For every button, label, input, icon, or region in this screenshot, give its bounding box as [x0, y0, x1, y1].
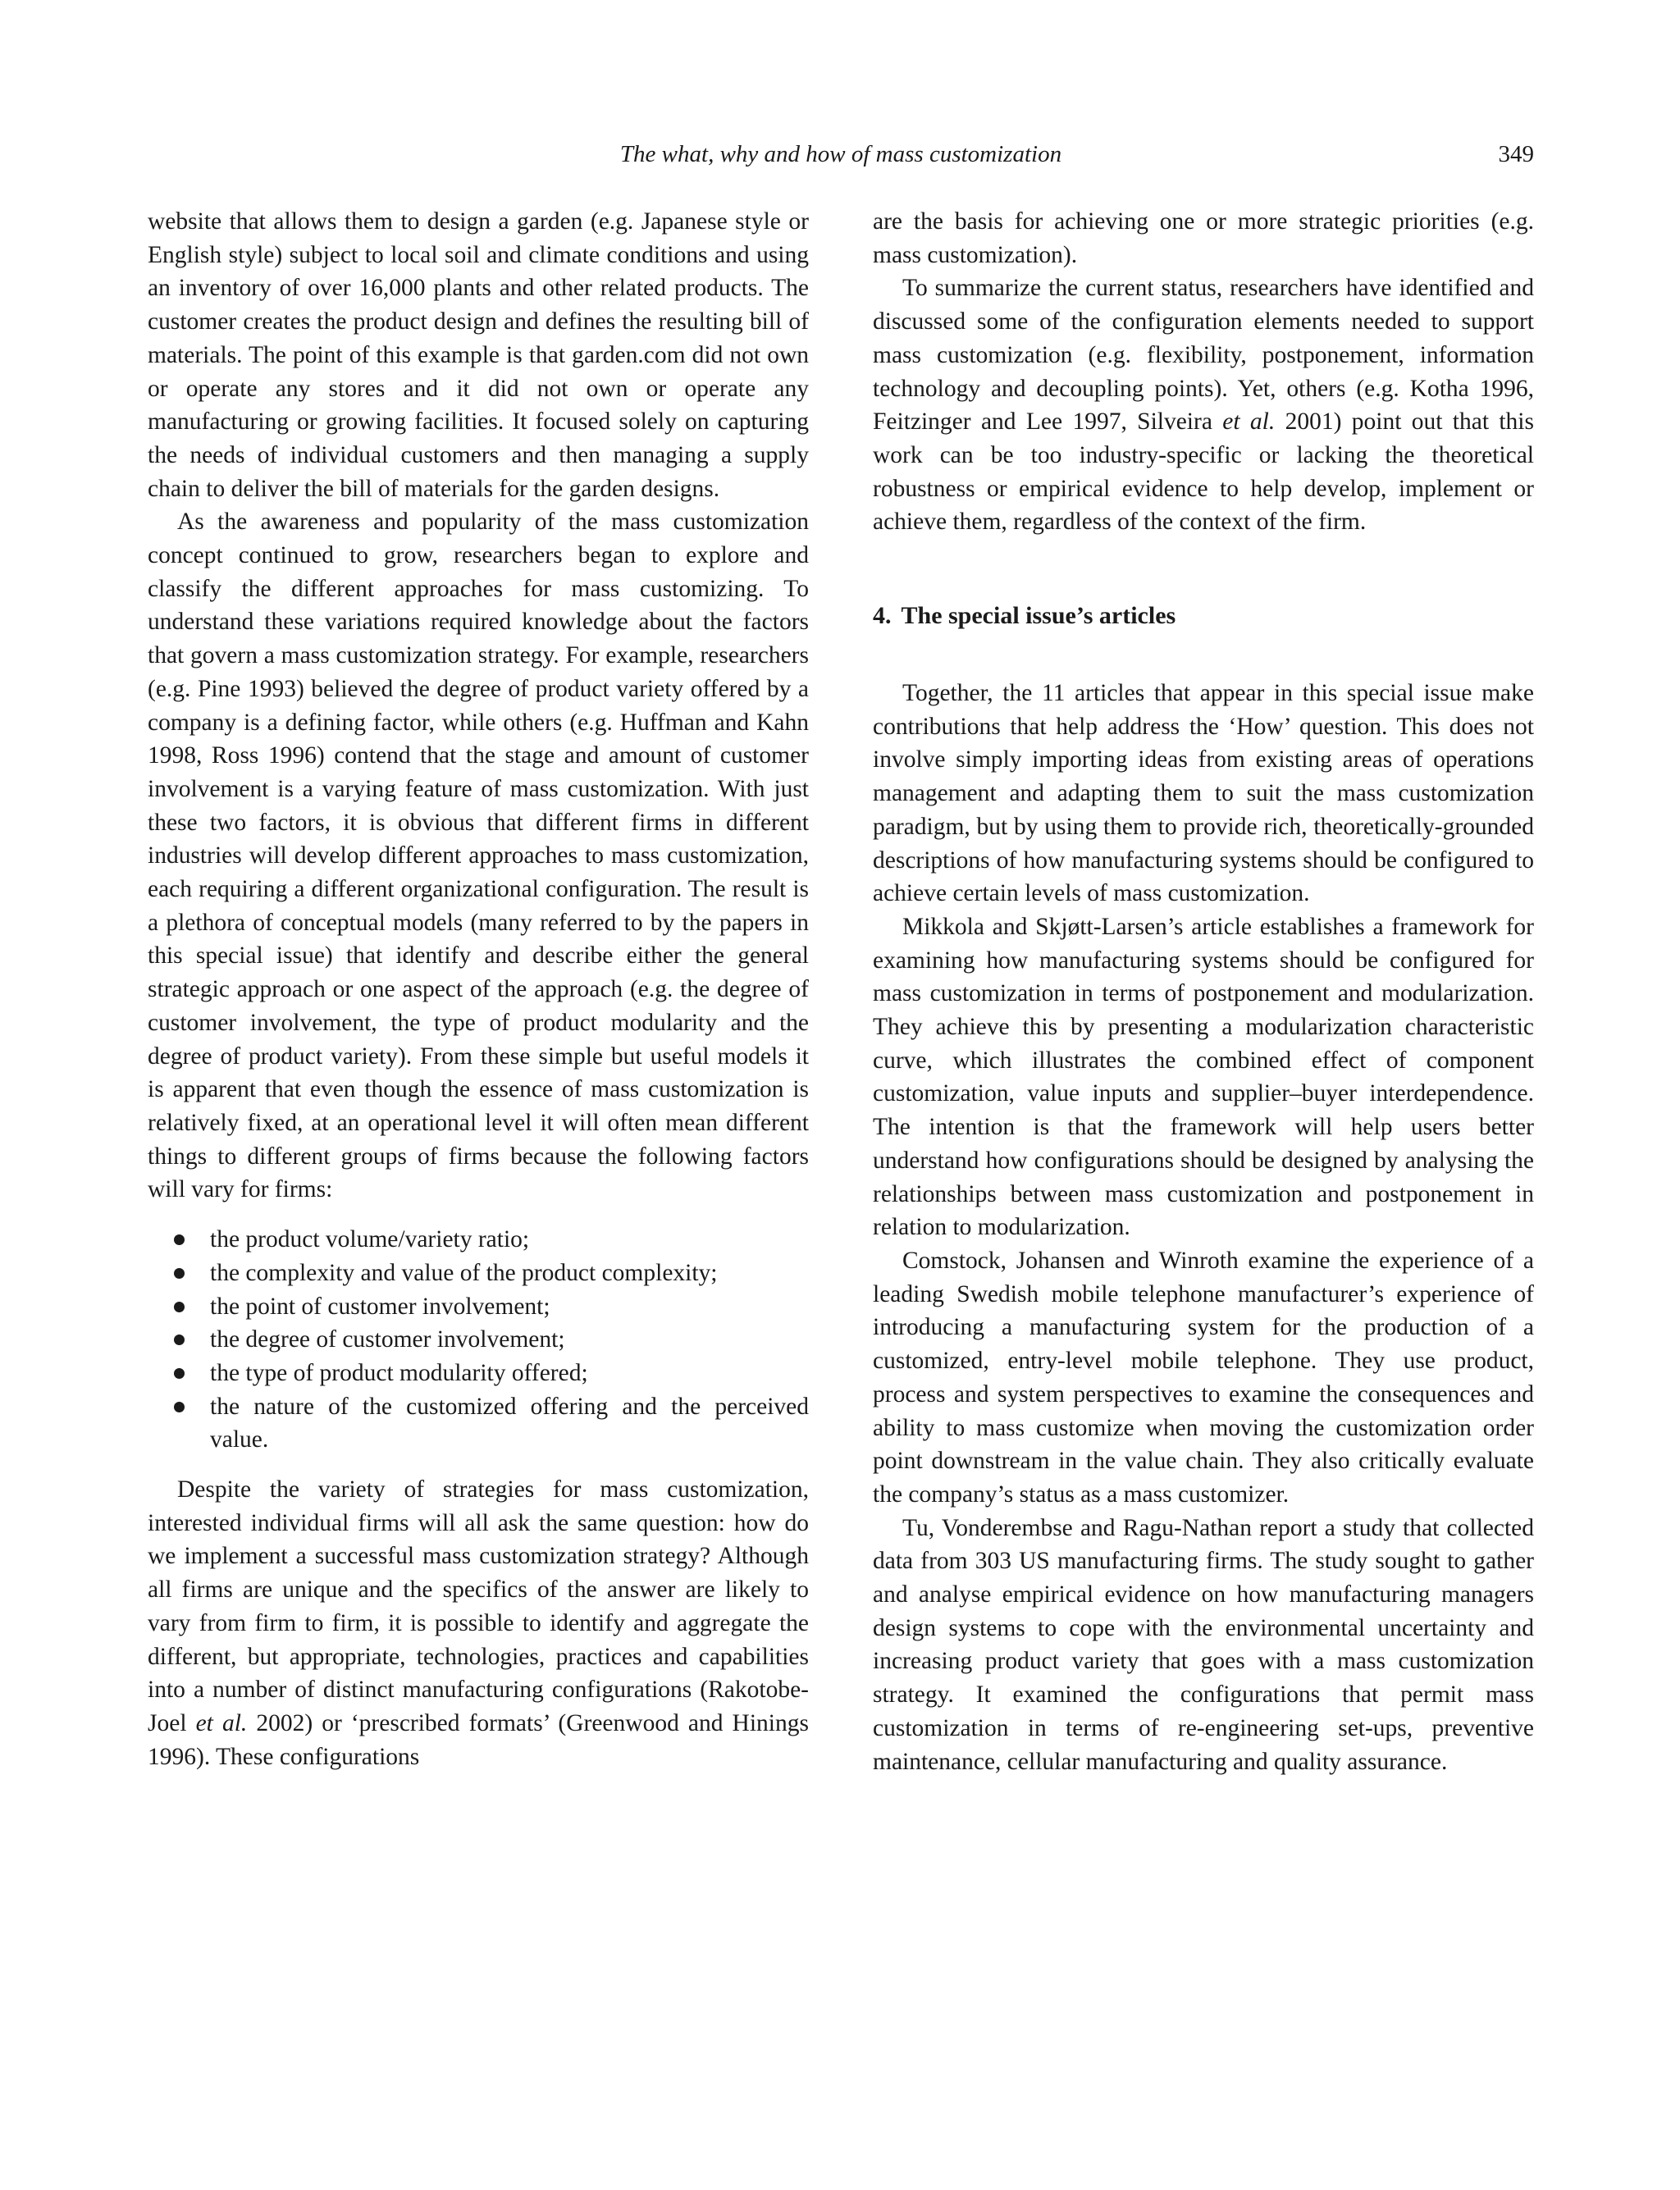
- list-item: [210, 1257, 809, 1290]
- paragraph: [873, 271, 1534, 539]
- right-column: [873, 205, 1534, 1778]
- list-item: [210, 1290, 809, 1324]
- paragraph: Tu, Vonderembse and Ragu-Nathan report a study that collected data from 303 US manufacturing firms. The study sought to gather and analyse empirical evidence on how manufacturing managers design systems to cope with the environmental uncertainty and increasing product variety that goes with a mass customization strategy. It examined the configurations that permit mass customization in terms of re-engineering set-ups, preventive maintenance, cellular manufacturing and quality assurance.: [873, 1514, 1534, 1775]
- list-item: [210, 1357, 809, 1390]
- paragraph: Mikkola and Skjøtt-Larsen’s article establishes a framework for examining how manufacturing systems should be configured for mass customization in terms of postponement and modularization. They achieve this by presenting a modularization characteristic curve, which illustrates the combined effect of component customization, value inputs and supplier–buyer interdependence. The intention is that the framework will help users better understand how configurations should be designed by analysing the relationships between mass customization and postponement in relation to modularization.: [873, 913, 1534, 1241]
- text-run: Despite the variety of strategies for mass customization, interested individual firms will all ask the same question: how do we implement a successful mass customization strategy? Although all firms are unique and the specifics of the answer are likely to vary from firm to firm, it is possible to identify and aggregate the different, but appropriate, technologies, practices and capabilities into a number of distinct manufacturing configurations (Rakotobe-Joel: [148, 1476, 809, 1736]
- paragraph: [148, 1473, 809, 1773]
- bullet-icon: [174, 1234, 185, 1245]
- bullet-icon: [174, 1402, 185, 1412]
- running-title: The what, why and how of mass customization: [619, 141, 1062, 167]
- italic-text: et al.: [1222, 408, 1276, 436]
- paragraph: website that allows them to design a garden (e.g. Japanese style or English style) subject to local soil and climate conditions and using an inventory of over 16,000 plants and other related products. The customer creates the product design and defines the resulting bill of materials. The point of this example is that garden.com did not own or operate any stores and it did not own or operate any manufacturing or growing facilities. It focused solely on capturing the needs of individual customers and then managing a supply chain to deliver the bill of materials for the garden designs.: [148, 208, 809, 502]
- section-heading: [873, 600, 1534, 632]
- list-item-text: the product volume/variety ratio;: [210, 1226, 530, 1253]
- list-item-text: the nature of the customized offering and the perceived value.: [210, 1393, 809, 1453]
- list-item-text: the complexity and value of the product complexity;: [210, 1259, 718, 1286]
- list-item-text: the degree of customer involvement;: [210, 1326, 565, 1353]
- section-title: The special issue’s articles: [901, 602, 1176, 630]
- left-column: [148, 205, 809, 1773]
- bullet-icon: [174, 1302, 185, 1312]
- running-header: [148, 138, 1534, 174]
- paragraph: As the awareness and popularity of the mass customization concept continued to grow, researchers began to explore and classify the different approaches for mass customizing. To understand these variations required knowledge about the factors that govern a mass customization strategy. For example, researchers (e.g. Pine 1993) believed the degree of product variety offered by a company is a defining factor, while others (e.g. Huffman and Kahn 1998, Ross 1996) contend that the stage and amount of customer involvement is a varying feature of mass customization. With just these two factors, it is obvious that different firms in different industries will develop different approaches to mass customization, each requiring a different organizational configuration. The result is a plethora of conceptual models (many referred to by the papers in this special issue) that identify and describe either the general strategic approach or one aspect of the approach (e.g. the degree of customer involvement, the type of product modularity and the degree of product variety). From these simple but useful models it is apparent that even though the essence of mass customization is relatively fixed, at an operational level it will often mean different things to different groups of firms because the following factors will vary for firms:: [148, 509, 809, 1203]
- list-item: [210, 1223, 809, 1257]
- text-run: 2002) or ‘prescribed formats’ (Greenwood and Hinings 1996). These configurations: [148, 1709, 809, 1770]
- paragraph: are the basis for achieving one or more strategic priorities (e.g. mass customization).: [873, 208, 1534, 268]
- paragraph: Together, the 11 articles that appear in this special issue make contributions that help address the ‘How’ question. This does not involve simply importing ideas from existing areas of operations management and adapting them to suit the mass customization paradigm, but by using them to provide rich, theoretically-grounded descriptions of how manufacturing systems should be configured to achieve certain levels of mass customization.: [873, 680, 1534, 907]
- page-number: 349: [1498, 141, 1534, 167]
- list-item-text: the point of customer involvement;: [210, 1293, 550, 1320]
- bullet-icon: [174, 1368, 185, 1379]
- factor-list: [148, 1223, 809, 1457]
- text-run: To summarize the current status, researchers have identified and discussed some of the configuration elements needed to support mass customization (e.g. flexibility, postponement, information technology and decoupling points). Yet, others (e.g. Kotha 1996, Feitzinger and Lee 1997, Silveira: [873, 275, 1534, 436]
- bullet-icon: [174, 1335, 185, 1345]
- list-item-text: the type of product modularity offered;: [210, 1359, 588, 1386]
- bullet-icon: [174, 1268, 185, 1279]
- text-run: 2001) point out that this work can be too industry-specific or lacking the theoretical robustness or empirical evidence to help develop, implement or achieve them, regardless of the context of the firm.: [873, 408, 1534, 536]
- italic-text: et al.: [195, 1709, 248, 1736]
- list-item: [210, 1390, 809, 1457]
- section-number: 4.: [873, 602, 892, 630]
- list-item: [210, 1323, 809, 1357]
- paragraph: Comstock, Johansen and Winroth examine the experience of a leading Swedish mobile telephone manufacturer’s experience of introducing a manufacturing system for the production of a customized, entry-level mobile telephone. They use product, process and system perspectives to examine the consequences and ability to mass customize when moving the customization order point downstream in the value chain. They also critically evaluate the company’s status as a mass customizer.: [873, 1247, 1534, 1508]
